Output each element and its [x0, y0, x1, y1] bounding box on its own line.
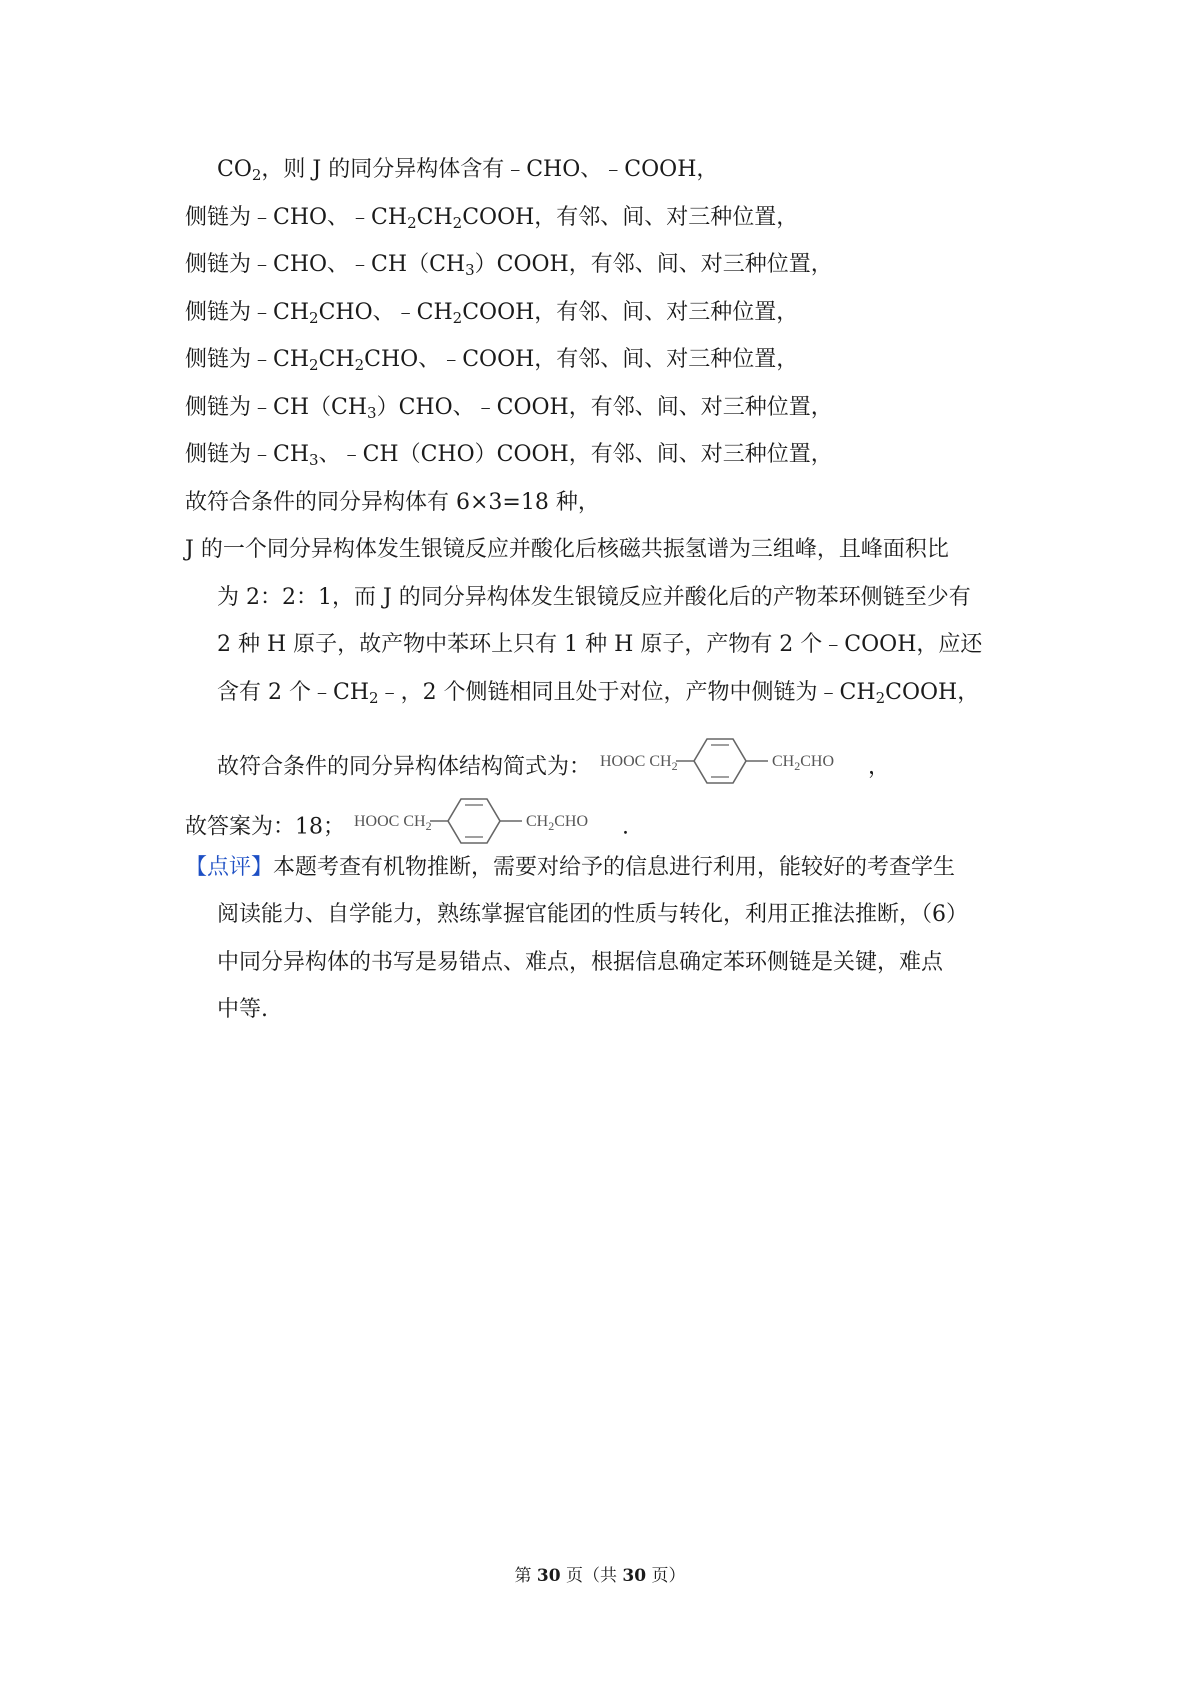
text-line-4: 侧链为$﹣CH_2CHO$、$﹣CH_2COOH$，有邻、间、对三种位置，	[185, 300, 799, 327]
dianping-tag: 【点评】	[185, 855, 274, 880]
page-footer: 第 30 页（共 30 页）	[514, 1566, 686, 1586]
formula-left-group: HOOC $CH_2$	[600, 753, 678, 773]
structural-formula-2	[352, 793, 622, 862]
text-line-15: 【点评】本题考查有机物推断，需要对给予的信息进行利用，能较好的考查学生	[185, 855, 956, 880]
text-line-11: 2 种 H 原子，故产物中苯环上只有 1 种 H 原子，产物有 2 个﹣COOH，应还	[217, 632, 983, 657]
text-line-7: 侧链为$﹣CH_3$、﹣CH（CHO）COOH，有邻、间、对三种位置，	[185, 442, 833, 469]
text-line-18: 中等.	[217, 997, 268, 1022]
text-line-13: 故符合条件的同分异构体结构简式为： HOOC $CH_2$ $CH_2CHO$ ，	[217, 733, 890, 802]
text-line-8: 故符合条件的同分异构体有 6×3=18 种，	[185, 490, 600, 515]
text-line-17: 中同分异构体的书写是易错点、难点，根据信息确定苯环侧链是关键，难点	[217, 950, 944, 975]
text-line-6: 侧链为$﹣CH(CH_3)CHO$、﹣COOH，有邻、间、对三种位置，	[185, 395, 833, 422]
formula-left-group: HOOC $CH_2$	[354, 813, 432, 833]
formula-right-group: $CH_2CHO$	[772, 753, 835, 773]
formula-right-group: $CH_2CHO$	[526, 813, 589, 833]
text-line-1: $CO_2$，则 J 的同分异构体含有﹣CHO、﹣COOH，	[217, 157, 719, 184]
text-line-16: 阅读能力、自学能力，熟练掌握官能团的性质与转化，利用正推法推断，（6）	[217, 902, 968, 927]
text-line-12: 含有 2 个$﹣CH_2﹣$，2 个侧链相同且处于对位，产物中侧链为$﹣CH_2COOH$，	[217, 680, 980, 707]
text-line-5: 侧链为$﹣CH_2CH_2CHO$、﹣COOH，有邻、间、对三种位置，	[185, 347, 799, 374]
text-line-2: 侧链为﹣CHO、$﹣CH_2CH_2COOH$，有邻、间、对三种位置，	[185, 205, 799, 232]
structural-formula-1	[598, 733, 868, 802]
text-line-14: 故答案为：18； HOOC $CH_2$ $CH_2CHO$ .	[185, 793, 629, 862]
text-line-10: 为 2：2：1，而 J 的同分异构体发生银镜反应并酸化后的产物苯环侧链至少有	[217, 585, 971, 610]
text-line-3: 侧链为﹣CHO、$﹣CH(CH_3)COOH$，有邻、间、对三种位置，	[185, 252, 833, 279]
text-line-9: J 的一个同分异构体发生银镜反应并酸化后核磁共振氢谱为三组峰，且峰面积比	[185, 537, 949, 562]
